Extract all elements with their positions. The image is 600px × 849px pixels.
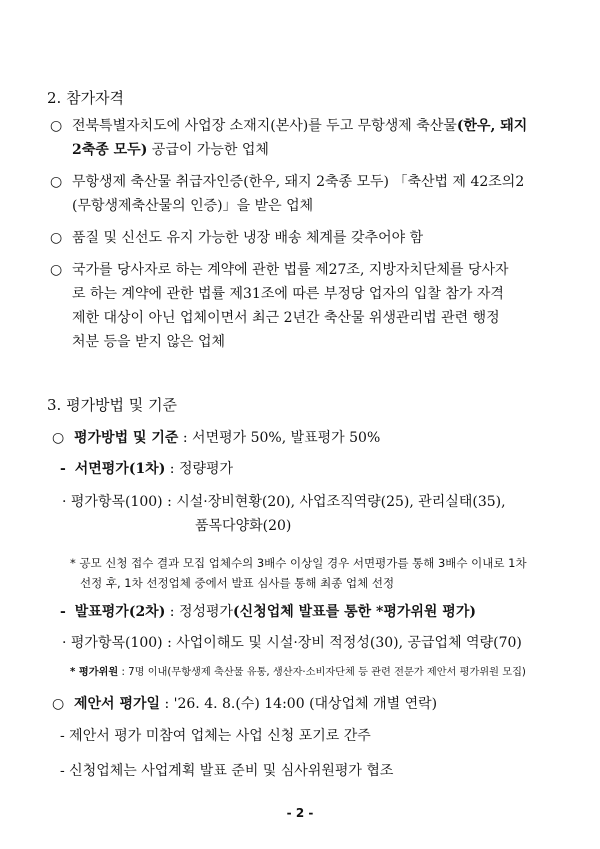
proposal-evaluation-date (52, 694, 437, 714)
circle-bullet-icon: ○ (52, 696, 65, 712)
item-1-text-cont: 공급이 가능한 업체 (147, 142, 269, 158)
evaluation-method-value: : 서면평가 50%, 발표평가 50% (178, 430, 381, 446)
circle-bullet-icon: ○ (50, 230, 63, 246)
written-evaluation (60, 459, 233, 479)
item-1-bold: (한우, 돼지 (456, 118, 528, 134)
evaluation-note-1: - 제안서 평가 미참여 업체는 사업 신청 포기로 간주 (60, 728, 371, 744)
written-evaluation-note-2: 선정 후, 1차 선정업체 중에서 발표 심사를 통해 최종 업체 선정 (80, 576, 395, 590)
written-evaluation-label: 서면평가(1차) (74, 461, 166, 477)
item-1-text: 전북특별자치도에 사업장 소재지(본사)를 두고 무항생제 축산물 (72, 118, 457, 134)
evaluator-note-text: : 7명 이내(무항생제 축산물 유통, 생산자·소비자단체 등 관련 전문가 제안서 평가위원 모집) (118, 667, 526, 678)
item-3-text: 품질 및 신선도 유지 가능한 냉장 배송 체계를 갖추어야 함 (72, 230, 424, 246)
written-evaluation-items: · 평가항목(100) : 시설·장비현황(20), 사업조직역량(25), 관리실태(35), (62, 494, 506, 510)
evaluation-method (52, 428, 380, 448)
circle-bullet-icon: ○ (50, 262, 63, 278)
oral-evaluation-note (70, 664, 526, 682)
bullet-item-2-cont: (무항생제축산물의 인증)」을 받은 업체 (72, 198, 314, 214)
oral-evaluation-detail: (신청업체 발표를 통한 *평가위원 평가) (233, 604, 476, 620)
item-1-bold-cont: 2축종 모두) (72, 142, 148, 158)
bullet-item-1 (50, 116, 527, 136)
oral-evaluation-value: : 정성평가 (165, 604, 234, 620)
bullet-item-4-cont-3: 처분 등을 받지 않은 업체 (72, 334, 226, 350)
written-evaluation-note-1: * 공모 신청 접수 결과 모집 업체수의 3배수 이상일 경우 서면평가를 통해 3배수 이내로 1차 (70, 556, 527, 570)
bullet-item-4-cont-2: 제한 대상이 아닌 업체이면서 최근 2년간 축산물 위생관리법 관련 행정 (72, 310, 500, 326)
item-2-text: 무항생제 축산물 취급자인증(한우, 돼지 2축종 모두) 「축산법 제 42조의2 (72, 174, 525, 190)
evaluation-method-label: 평가방법 및 기준 (74, 430, 179, 446)
dash-marker: - (60, 461, 66, 477)
page-number: - 2 - (286, 806, 314, 820)
oral-evaluation (60, 602, 476, 622)
item-4-text: 국가를 당사자로 하는 계약에 관한 법률 제27조, 지방자치단체를 당사자 (72, 262, 509, 278)
circle-bullet-icon: ○ (52, 430, 65, 446)
bullet-item-2 (50, 172, 524, 192)
proposal-date-value: : '26. 4. 8.(수) 14:00 (대상업체 개별 연락) (160, 696, 438, 712)
dash-marker: - (60, 604, 66, 620)
bullet-item-4-cont-1: 로 하는 계약에 관한 법률 제31조에 따른 부정당 업자의 입찰 참가 자격 (72, 286, 504, 302)
section-2-heading: 2. 참가자격 (47, 89, 125, 107)
proposal-date-label: 제안서 평가일 (74, 696, 161, 712)
written-evaluation-value: : 정량평가 (165, 461, 234, 477)
circle-bullet-icon: ○ (50, 174, 63, 190)
oral-evaluation-label: 발표평가(2차) (74, 604, 166, 620)
bullet-item-4 (50, 260, 509, 280)
bullet-item-1-cont (72, 140, 269, 160)
written-evaluation-items-cont: 품목다양화(20) (195, 518, 292, 534)
section-3-heading: 3. 평가방법 및 기준 (47, 396, 178, 414)
evaluation-note-2: - 신청업체는 사업계획 발표 준비 및 심사위원평가 협조 (60, 763, 394, 779)
oral-evaluation-items: · 평가항목(100) : 사업이해도 및 시설·장비 적정성(30), 공급업체 역량(70) (62, 635, 522, 651)
bullet-item-3 (50, 228, 423, 248)
evaluator-note-label: * 평가위원 (70, 667, 119, 678)
circle-bullet-icon: ○ (50, 118, 63, 134)
